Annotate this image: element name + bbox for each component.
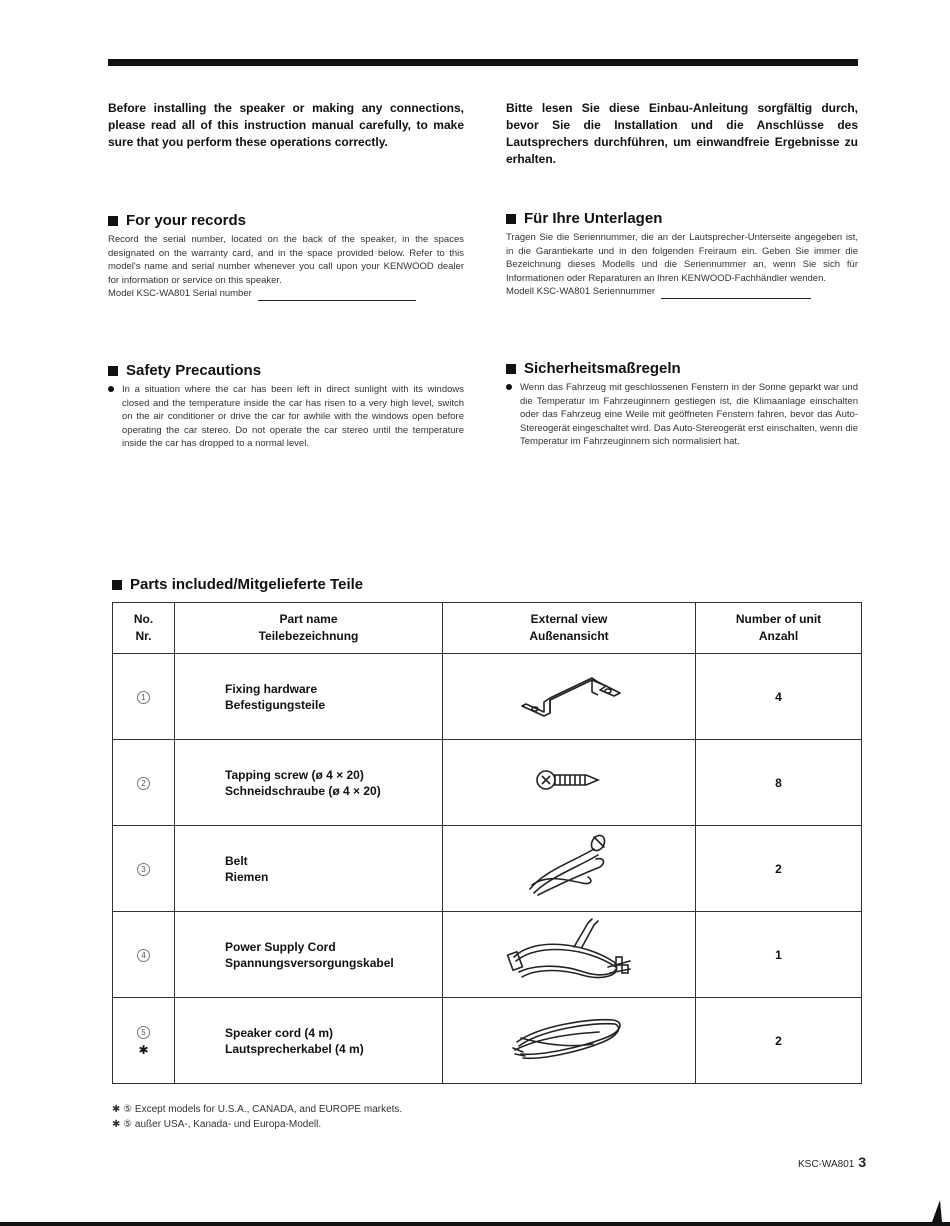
footnote-en: ✱ ⑤ Except models for U.S.A., CANADA, and EUROPE markets. <box>112 1104 403 1115</box>
part-name-cell <box>175 998 443 1084</box>
safety-en-item <box>108 383 464 451</box>
intro-en: Before installing the speaker or making any connections, please read all of this instruction manual carefully, to make sure that you perform these operations correctly. <box>108 101 464 149</box>
header-name-en: Part name <box>279 612 338 626</box>
part-name-de: Schneidschraube (ø 4 × 20) <box>225 783 381 798</box>
page-number: 3 <box>858 1154 867 1170</box>
corner-mark-icon <box>930 1200 944 1222</box>
square-bullet-icon <box>506 364 516 374</box>
header-view-de: Außenansicht <box>529 629 609 643</box>
header-no-en: No. <box>133 612 154 626</box>
records-en-title: For your records <box>126 212 247 229</box>
table-row <box>113 654 862 740</box>
table-row <box>113 998 862 1084</box>
part-name-de: Lautsprecherkabel (4 m) <box>225 1041 364 1056</box>
screw-icon <box>534 765 604 795</box>
part-name-en: Power Supply Cord <box>225 939 336 954</box>
part-name-cell <box>175 826 443 912</box>
part-number-cell <box>113 998 175 1084</box>
header-number-of-unit <box>696 603 862 654</box>
footnotes <box>112 1102 402 1132</box>
safety-en-title: Safety Precautions <box>126 362 262 379</box>
square-bullet-icon <box>506 214 516 224</box>
part-qty: 1 <box>696 912 862 998</box>
part-name-de: Befestigungsteile <box>225 697 326 712</box>
safety-en-section <box>108 362 464 451</box>
table-row <box>113 912 862 998</box>
header-qty-en: Number of unit <box>735 612 822 626</box>
bottom-rule <box>0 1222 950 1226</box>
records-de-title: Für Ihre Unterlagen <box>524 210 663 227</box>
power-cord-icon <box>504 917 634 987</box>
bracket-icon <box>514 664 624 724</box>
page-footer <box>798 1154 866 1170</box>
header-external-view <box>443 603 696 654</box>
part-number-cell <box>113 654 175 740</box>
speaker-cord-icon <box>509 1008 629 1068</box>
records-de-heading <box>506 210 858 227</box>
records-en-model: Model KSC-WA801 Serial number <box>108 288 252 300</box>
part-number-cell <box>113 740 175 826</box>
part-name-en: Belt <box>225 853 248 868</box>
part-name-cell <box>175 740 443 826</box>
part-name-en: Fixing hardware <box>225 681 318 696</box>
parts-heading <box>112 576 363 593</box>
top-rule <box>108 59 858 66</box>
part-view-cell <box>443 912 696 998</box>
part-qty: 8 <box>696 740 862 826</box>
records-en-section <box>108 212 464 301</box>
part-qty: 4 <box>696 654 862 740</box>
table-row <box>113 740 862 826</box>
part-number-cell <box>113 826 175 912</box>
square-bullet-icon <box>112 580 122 590</box>
page-model: KSC-WA801 <box>798 1159 855 1170</box>
square-bullet-icon <box>108 216 118 226</box>
part-view-cell <box>443 654 696 740</box>
footnote-star-icon: ✱ <box>138 1043 149 1057</box>
part-name-de: Spannungsversorgungskabel <box>225 955 394 970</box>
records-de-model-line <box>506 285 858 299</box>
part-number: 1 <box>137 691 150 704</box>
belt-icon <box>524 831 614 901</box>
bullet-dot-icon <box>506 384 512 390</box>
part-name-en: Speaker cord (4 m) <box>225 1025 334 1040</box>
header-qty-de: Anzahl <box>758 629 799 643</box>
records-en-body: Record the serial number, located on the back of the speaker, in the spaces designated on the warranty card, and in the space provided below. Refer to this model's name and serial number whenever you call upon your KENWOOD dealer for information or service on this speaker. <box>108 234 464 286</box>
part-number: 3 <box>137 863 150 876</box>
header-no <box>113 603 175 654</box>
safety-de-item <box>506 381 858 449</box>
part-name-en: Tapping screw (ø 4 × 20) <box>225 767 364 782</box>
header-no-de: Nr. <box>135 629 152 643</box>
header-view-en: External view <box>530 612 608 626</box>
parts-header-row <box>113 603 862 654</box>
parts-table <box>112 602 862 1084</box>
part-qty: 2 <box>696 998 862 1084</box>
footnote-de: ✱ ⑤ außer USA-, Kanada- und Europa-Modell. <box>112 1119 322 1130</box>
part-view-cell <box>443 998 696 1084</box>
part-name-cell <box>175 654 443 740</box>
part-name-de: Riemen <box>225 869 269 884</box>
part-qty: 2 <box>696 826 862 912</box>
part-number: 2 <box>137 777 150 790</box>
table-row <box>113 826 862 912</box>
safety-de-body: Wenn das Fahrzeug mit geschlossenen Fenstern in der Sonne geparkt war und die Temperatur im Fahrzeuginnern gestiegen ist, die Klimaanlage einschalten oder das Fahrzeug eine Weile mit geöffneten Fenstern fahren, bevor das Auto-Stereogerät eingeschaltet wird. Das Auto-Stereogerät erst einschalten, wenn die Temperatur im Fahrzeuginnern sich normalisiert hat. <box>520 382 858 448</box>
safety-de-title: Sicherheitsmaßregeln <box>524 360 681 377</box>
square-bullet-icon <box>108 366 118 376</box>
part-number: 5 <box>137 1026 150 1039</box>
part-number: 4 <box>137 949 150 962</box>
safety-de-heading <box>506 360 858 377</box>
part-number-cell <box>113 912 175 998</box>
records-en-model-line <box>108 287 464 301</box>
bullet-dot-icon <box>108 386 114 392</box>
header-name-de: Teilebezeichnung <box>258 629 359 643</box>
part-name-cell <box>175 912 443 998</box>
records-de-section <box>506 210 858 299</box>
serial-number-blank <box>661 288 811 299</box>
safety-de-section <box>506 360 858 449</box>
serial-number-blank <box>258 290 416 301</box>
intro-de-block <box>506 100 858 168</box>
safety-en-heading <box>108 362 464 379</box>
records-de-model: Modell KSC-WA801 Seriennummer <box>506 286 656 298</box>
records-en-heading <box>108 212 464 229</box>
part-view-cell <box>443 826 696 912</box>
header-part-name <box>175 603 443 654</box>
safety-en-body: In a situation where the car has been left in direct sunlight with its windows closed and the temperature inside the car has risen to a very high level, switch on the air conditioner or drive the car for awhile with the windows open before operating the car stereo. Do not operate the car stereo until the temperature inside the car has dropped to a normal level. <box>122 384 464 450</box>
records-de-body: Tragen Sie die Seriennummer, die an der Lautsprecher-Unterseite angegeben ist, in die Garantiekarte und in den folgenden Freiraum ein. Geben Sie immer die Bezeichnung dieses Modells und die Seriennummer an, wenn Sie sich für Informationen oder Reparaturen an Ihren KENWOOD-Fachhändler wenden. <box>506 232 858 284</box>
intro-de: Bitte lesen Sie diese Einbau-Anleitung sorgfältig durch, bevor Sie die Installation und die Anschlüsse des Lautsprechers durchführen, um einwandfreie Ergebnisse zu erhalten. <box>506 101 858 166</box>
intro-en-block <box>108 100 464 151</box>
part-view-cell <box>443 740 696 826</box>
parts-title: Parts included/Mitgelieferte Teile <box>130 576 364 593</box>
